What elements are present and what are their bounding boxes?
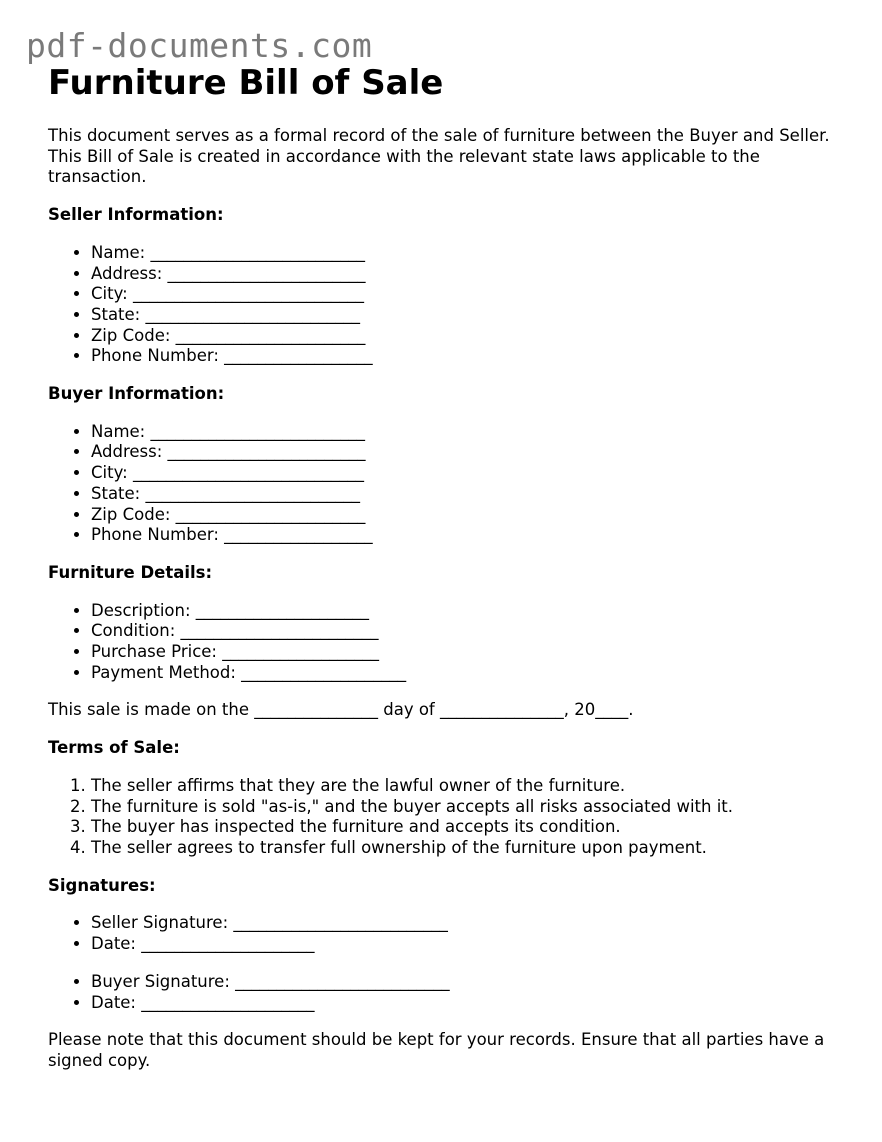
- buyer-phone-field: • Phone Number: __________________: [91, 525, 848, 546]
- watermark-text: pdf-documents.com: [26, 26, 373, 65]
- sale-date-line: This sale is made on the _______________ day of _______________, 20____.: [48, 700, 634, 720]
- seller-signature-field: • Seller Signature: __________________________: [91, 913, 848, 934]
- buyer-info-list: [48, 422, 848, 546]
- seller-zip-field: • Zip Code: _______________________: [91, 326, 848, 347]
- buyer-heading: Buyer Information:: [48, 384, 225, 404]
- term-item: 4. The seller agrees to transfer full ownership of the furniture upon payment.: [91, 838, 848, 859]
- signatures-heading: Signatures:: [48, 875, 156, 895]
- furniture-description-field: • Description: _____________________: [91, 601, 848, 622]
- seller-address-field: • Address: ________________________: [91, 264, 848, 285]
- furniture-details-list: [48, 601, 848, 684]
- document-title: Furniture Bill of Sale: [48, 63, 444, 103]
- buyer-state-field: • State: __________________________: [91, 484, 848, 505]
- term-item: 1. The seller affirms that they are the lawful owner of the furniture.: [91, 776, 848, 797]
- terms-list: [48, 776, 848, 859]
- furniture-condition-field: • Condition: ________________________: [91, 621, 848, 642]
- buyer-zip-field: • Zip Code: _______________________: [91, 505, 848, 526]
- seller-city-field: • City: ____________________________: [91, 284, 848, 305]
- furniture-heading: Furniture Details:: [48, 562, 213, 582]
- buyer-city-field: • City: ____________________________: [91, 463, 848, 484]
- buyer-address-field: • Address: ________________________: [91, 442, 848, 463]
- buyer-signature-field: • Buyer Signature: __________________________: [91, 972, 848, 993]
- seller-info-list: [48, 243, 848, 367]
- term-item: 2. The furniture is sold "as-is," and the buyer accepts all risks associated with it.: [91, 797, 848, 818]
- seller-phone-field: • Phone Number: __________________: [91, 346, 848, 367]
- seller-heading: Seller Information:: [48, 205, 224, 225]
- seller-name-field: • Name: __________________________: [91, 243, 848, 264]
- buyer-signature-list: [48, 972, 848, 1013]
- terms-heading: Terms of Sale:: [48, 738, 180, 758]
- document-page: [48, 60, 848, 1072]
- buyer-name-field: • Name: __________________________: [91, 422, 848, 443]
- seller-state-field: • State: __________________________: [91, 305, 848, 326]
- furniture-price-field: • Purchase Price: ___________________: [91, 642, 848, 663]
- term-item: 3. The buyer has inspected the furniture and accepts its condition.: [91, 817, 848, 838]
- buyer-date-field: • Date: _____________________: [91, 993, 848, 1014]
- intro-paragraph: This document serves as a formal record of the sale of furniture between the Buyer and Seller. This Bill of Sale is created in accordance with the relevant state laws applicable to the transaction.: [48, 126, 830, 187]
- furniture-payment-field: • Payment Method: ____________________: [91, 663, 848, 684]
- seller-signature-list: [48, 913, 848, 954]
- closing-paragraph: Please note that this document should be kept for your records. Ensure that all parties have a signed copy.: [48, 1030, 825, 1070]
- seller-date-field: • Date: _____________________: [91, 934, 848, 955]
